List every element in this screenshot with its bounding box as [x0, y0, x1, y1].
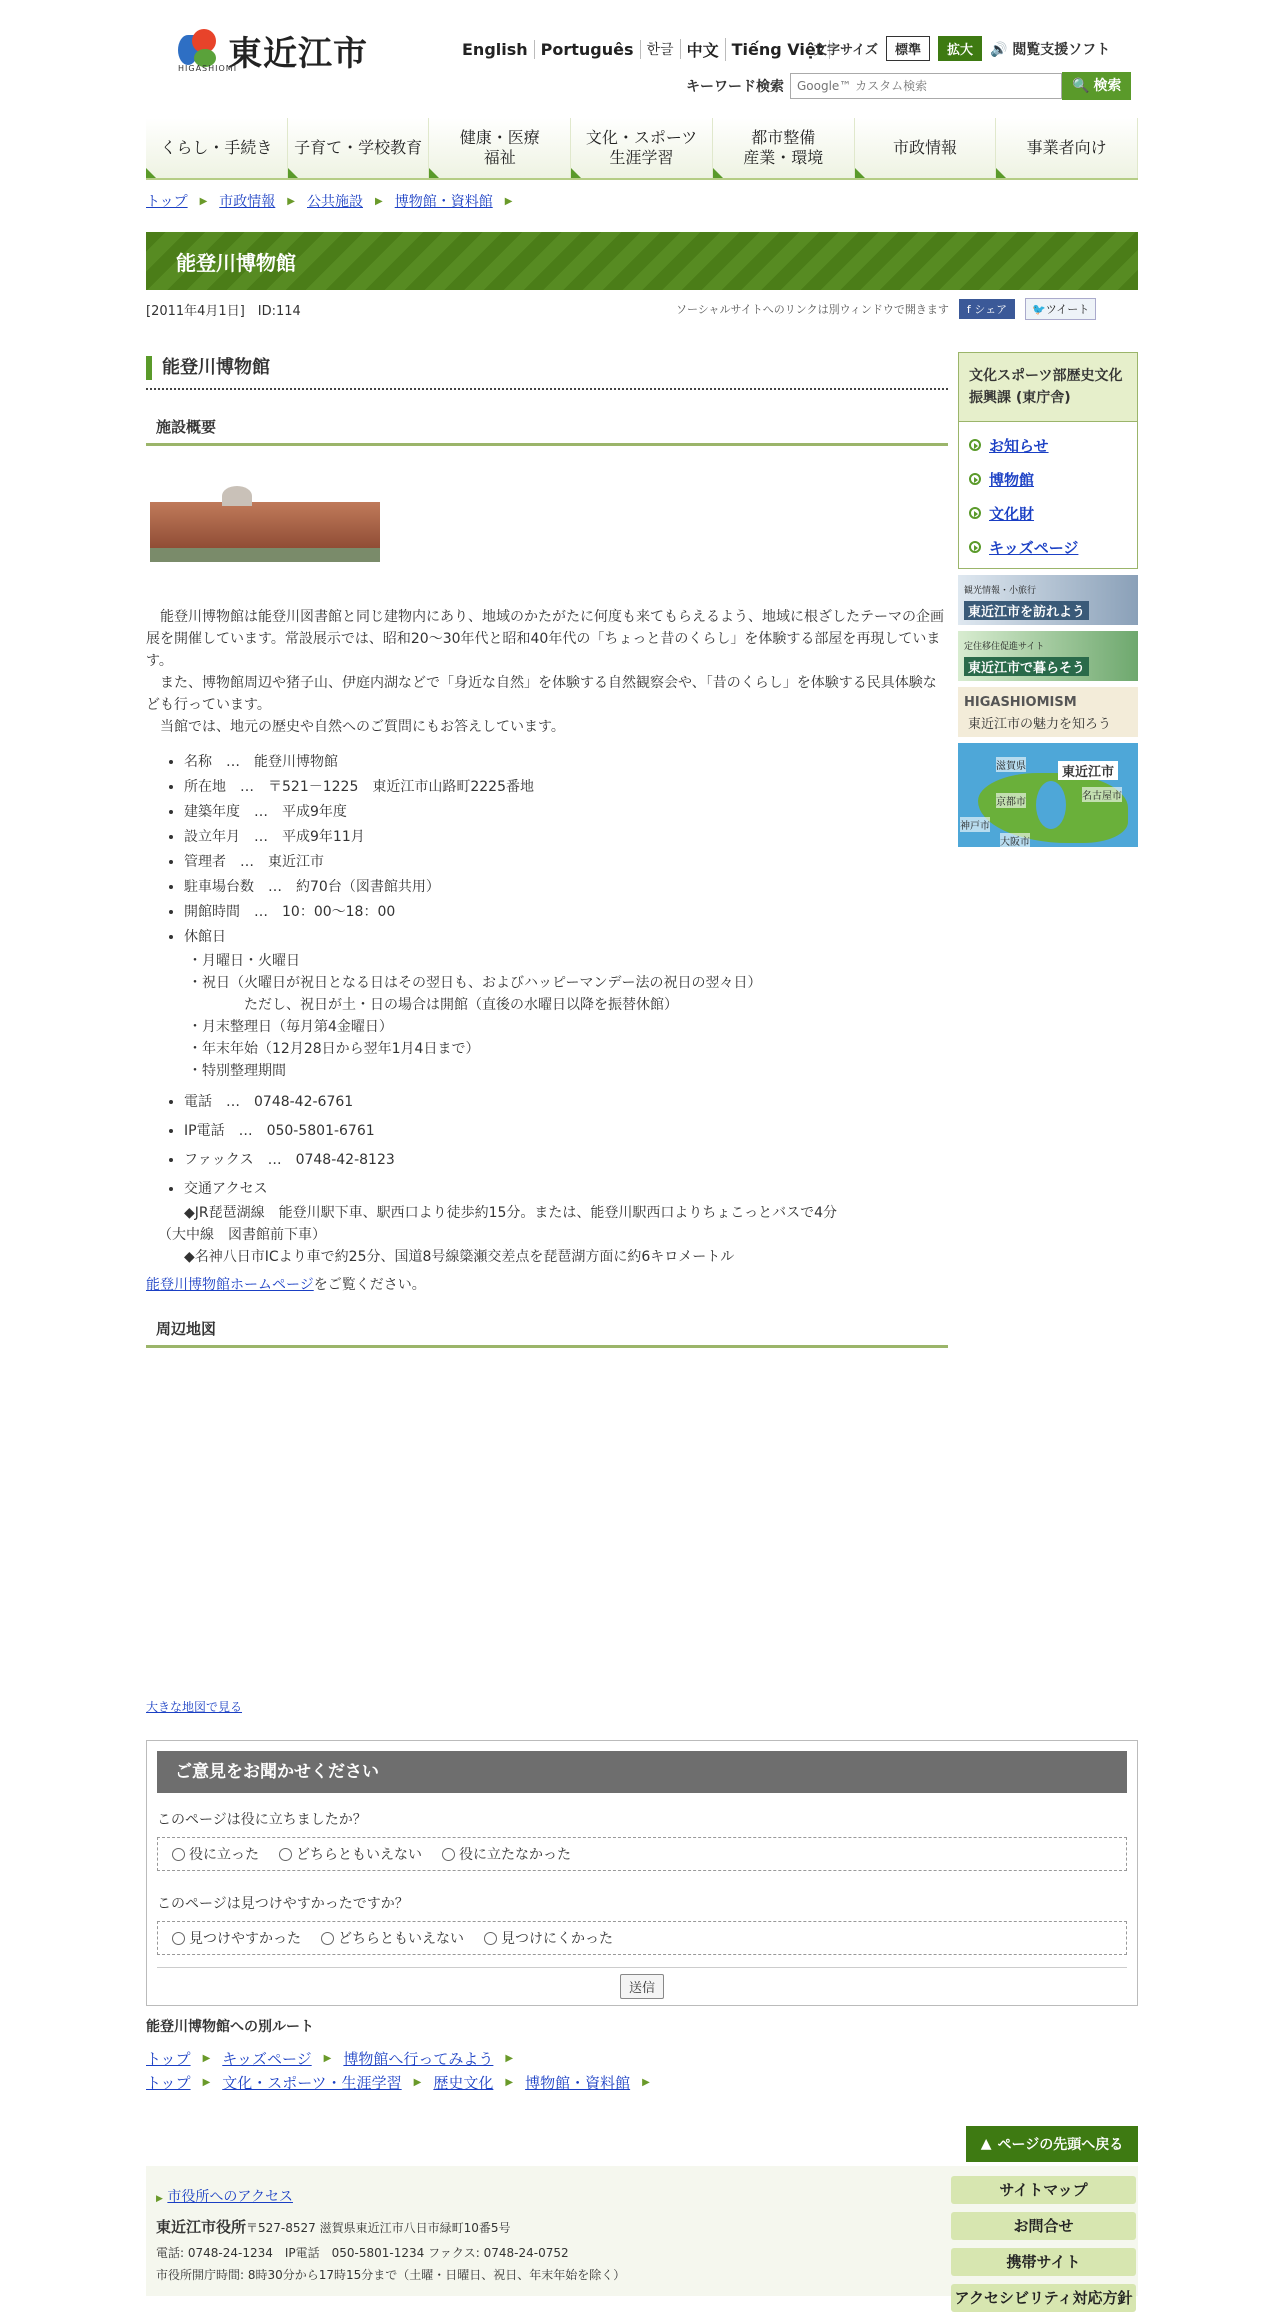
dept-name: 文化スポーツ部歴史文化振興課 (東庁舎) — [959, 353, 1137, 422]
share-label: シェア — [974, 303, 1008, 316]
chevron-right-icon: ▶ — [323, 2053, 332, 2064]
font-size-label: 文字サイズ — [814, 43, 878, 58]
breadcrumb-link[interactable]: 博物館・資料館 — [394, 194, 493, 210]
option-easy[interactable] — [172, 1928, 301, 1948]
search-icon: 🔍 — [1072, 78, 1090, 94]
chevron-right-icon: ▶ — [375, 195, 383, 207]
banner-location-map[interactable] — [958, 743, 1138, 847]
divider — [157, 1967, 1127, 1968]
tweet-button[interactable] — [1025, 298, 1096, 320]
content-heading: 能登川博物館 — [146, 356, 948, 380]
mobile-site-button[interactable]: 携帯サイト — [951, 2248, 1136, 2276]
route-link[interactable]: 博物館へ行ってみよう — [343, 2050, 494, 2068]
page-title: 能登川博物館 — [146, 232, 1138, 290]
nav-label: 子育て・学校教育 — [294, 138, 423, 157]
submit-button[interactable]: 送信 — [620, 1974, 664, 1999]
global-nav — [146, 118, 1138, 180]
homepage-suffix: をご覧ください。 — [313, 1277, 426, 1293]
breadcrumb-link[interactable]: 公共施設 — [307, 194, 363, 210]
nav-urban[interactable] — [713, 118, 855, 178]
route-link[interactable]: キッズページ — [222, 2050, 312, 2068]
route-link[interactable]: 文化・スポーツ・生涯学習 — [222, 2074, 402, 2092]
font-size-standard-button[interactable]: 標準 — [886, 36, 930, 61]
office-name: 東近江市役所 — [156, 2218, 247, 2236]
access-line: （大中線 図書館前下車） — [158, 1227, 326, 1243]
closed-day: ・祝日（火曜日が祝日となる日はその翌日も、およびハッピーマンデー法の祝日の翌々日） — [188, 975, 762, 991]
sidebar-item-news[interactable] — [969, 428, 1127, 462]
dept-links — [959, 422, 1137, 568]
chevron-right-icon: ▶ — [202, 2077, 211, 2088]
route-1 — [146, 2048, 525, 2069]
map-label: 大阪市 — [1000, 833, 1030, 847]
fact-item: • 管理者 … 東近江市 — [184, 850, 948, 875]
closed-days — [184, 950, 948, 1082]
lang-chinese[interactable]: 中文 — [681, 38, 726, 61]
route-link[interactable]: 歴史文化 — [433, 2074, 494, 2092]
feedback-options-2 — [157, 1921, 1127, 1955]
section-heading-overview: 施設概要 — [146, 412, 948, 446]
social-share — [676, 298, 1096, 320]
banner-settlement[interactable] — [958, 631, 1138, 681]
radio-icon[interactable] — [484, 1932, 497, 1945]
access-label: 交通アクセス — [184, 1181, 268, 1197]
breadcrumb — [146, 191, 524, 211]
speaker-icon: 🔊 — [990, 41, 1008, 58]
arrow-up-icon: ▲ — [980, 2136, 992, 2152]
arrow-circle-icon — [969, 507, 981, 519]
office-address: 〒527-8527 滋賀県東近江市八日市緑町10番5号 — [246, 2221, 511, 2235]
fact-item: • 建築年度 … 平成9年度 — [184, 800, 948, 825]
nav-health[interactable] — [429, 118, 571, 178]
fact-item-closed — [184, 925, 948, 1082]
nav-label: 文化・スポーツ 生涯学習 — [585, 128, 698, 167]
museum-photo — [150, 482, 380, 562]
office-name-line — [156, 2216, 511, 2237]
chevron-right-icon: ▶ — [202, 2053, 211, 2064]
chevron-right-icon: ▶ — [287, 195, 295, 207]
option-label: 役に立たなかった — [459, 1847, 571, 1863]
breadcrumb-link[interactable]: トップ — [146, 194, 188, 210]
route-link[interactable]: 博物館・資料館 — [525, 2074, 631, 2092]
feedback-options-1 — [157, 1837, 1127, 1871]
map-label: 京都市 — [996, 793, 1026, 808]
sidebar-item-museum[interactable] — [969, 462, 1127, 496]
facebook-icon: f — [966, 303, 971, 316]
option-label: 見つけにくかった — [501, 1931, 613, 1947]
footer-buttons — [951, 2176, 1136, 2320]
sidebar — [958, 352, 1138, 847]
option-not-useful[interactable] — [442, 1844, 571, 1864]
closed-day: ・月末整理日（毎月第4金曜日） — [188, 1019, 393, 1035]
font-size-large-button[interactable]: 拡大 — [938, 36, 982, 61]
option-label: どちらともいえない — [338, 1931, 464, 1947]
keyword-search — [686, 72, 1131, 100]
accessibility-policy-button[interactable]: アクセシビリティ対応方針 — [951, 2284, 1136, 2312]
chevron-right-icon: ▶ — [199, 195, 208, 207]
lang-vietnamese[interactable]: Tiếng Việt — [726, 40, 831, 59]
sidebar-link[interactable]: お知らせ — [989, 436, 1049, 455]
access-details — [158, 1202, 948, 1268]
nav-living[interactable] — [146, 118, 288, 178]
nav-city-info[interactable] — [855, 118, 997, 178]
option-hard[interactable] — [484, 1928, 613, 1948]
chevron-right-icon: ▶ — [505, 2053, 514, 2064]
feedback-question-2: このページは見つけやすかったですか？ — [157, 1896, 409, 1912]
lang-english[interactable]: English — [456, 40, 535, 59]
closed-day: ・月曜日・火曜日 — [188, 953, 300, 969]
footer-access — [156, 2186, 293, 2206]
sitemap-button[interactable]: サイトマップ — [951, 2176, 1136, 2204]
banner-big: 東近江市を訪れよう — [964, 601, 1089, 620]
nav-label: 都市整備 産業・環境 — [743, 128, 824, 167]
banner-higashiomism[interactable] — [958, 687, 1138, 737]
fact-item: • 名称 … 能登川博物館 — [184, 750, 948, 775]
twitter-icon: 🐦 — [1032, 303, 1046, 316]
route-link[interactable]: トップ — [146, 2074, 191, 2092]
arrow-circle-icon — [969, 473, 981, 485]
chevron-right-icon: ▶ — [156, 2194, 163, 2204]
contact-button[interactable]: お問合せ — [951, 2212, 1136, 2240]
radio-icon[interactable] — [279, 1848, 292, 1861]
fact-item: • 駐車場台数 … 約70台（図書館共用） — [184, 875, 948, 900]
radio-icon[interactable] — [442, 1848, 455, 1861]
chevron-right-icon: ▶ — [504, 195, 513, 207]
banner-tourism[interactable] — [958, 575, 1138, 625]
map-label: 神戸市 — [960, 817, 990, 832]
map-label: 名古屋市 — [1082, 787, 1122, 802]
access-line: ◆JR琵琶湖線 能登川駅下車、駅西口より徒歩約15分。または、能登川駅西口よりちょこっとバスで4分 — [184, 1205, 838, 1221]
office-access-link[interactable]: 市役所へのアクセス — [167, 2189, 293, 2205]
closed-day: ・年末年始（12月28日から翌年1月4日まで） — [188, 1041, 480, 1057]
tweet-label: ツイート — [1045, 303, 1090, 316]
search-button[interactable] — [1062, 72, 1131, 100]
search-input[interactable] — [790, 73, 1062, 99]
intro-text — [146, 606, 948, 738]
office-hours: 市役所開庁時間: 8時30分から17時15分まで（土曜・日曜日、祝日、年末年始を除く） — [156, 2268, 626, 2282]
closed-day: ・特別整理期間 — [188, 1063, 286, 1079]
homepage-line — [146, 1274, 948, 1294]
accessibility-tool-link[interactable] — [990, 39, 1110, 59]
sidebar-item-kids[interactable] — [969, 530, 1127, 564]
enlarge-map-link[interactable]: 大きな地図で見る — [146, 1700, 243, 1714]
footer — [146, 2166, 1138, 2307]
office-tel: 電話: 0748-24-1234 IP電話 050-5801-1234 ファクス: 0748-24-0752 — [156, 2246, 569, 2260]
page-top-button[interactable] — [966, 2126, 1138, 2162]
banner-small: 定住移住促進サイト — [964, 642, 1045, 652]
chevron-right-icon: ▶ — [642, 2077, 650, 2088]
chevron-right-icon: ▶ — [413, 2077, 422, 2088]
social-note: ソーシャルサイトへのリンクは別ウィンドウで開きます — [676, 303, 949, 316]
route-link[interactable]: トップ — [146, 2050, 191, 2068]
fact-item: • 所在地 … 〒521－1225 東近江市山路町2225番地 — [184, 775, 948, 800]
other-routes-title: 能登川博物館への別ルート — [146, 2019, 314, 2035]
divider — [146, 388, 948, 390]
radio-icon[interactable] — [172, 1848, 185, 1861]
language-links — [456, 36, 830, 62]
intro-paragraph: また、博物館周辺や猪子山、伊庭内湖などで「身近な自然」を体験する自然観察会や、「昔のくらし」を体験する民具体験なども行っています。 — [146, 675, 937, 713]
radio-icon[interactable] — [172, 1932, 185, 1945]
fact-fax: • ファックス … 0748-42-8123 — [184, 1148, 948, 1173]
closed-day: ただし、祝日が土・日の場合は開館（直後の水曜日以降を振替休館） — [188, 997, 678, 1013]
font-size-controls — [814, 36, 1110, 61]
fact-item: • 設立年月 … 平成9年11月 — [184, 825, 948, 850]
fact-access — [158, 1177, 948, 1268]
route-2 — [146, 2072, 662, 2093]
map-city-label: 東近江市 — [1058, 761, 1118, 780]
nav-label: 健康・医療 福祉 — [459, 128, 540, 167]
nav-business[interactable] — [996, 118, 1138, 178]
fact-phone: • 電話 … 0748-42-6761 — [184, 1090, 948, 1115]
chevron-right-icon: ▶ — [505, 2077, 514, 2088]
sidebar-link[interactable]: キッズページ — [989, 538, 1079, 557]
banner-big: 東近江市の魅力を知ろう — [968, 717, 1112, 732]
radio-icon[interactable] — [321, 1932, 334, 1945]
option-useful[interactable] — [172, 1844, 259, 1864]
breadcrumb-link[interactable]: 市政情報 — [219, 194, 276, 210]
arrow-circle-icon — [969, 541, 981, 553]
logo-sub: HIGASHIOMI — [178, 64, 238, 73]
nav-label: くらし・手続き — [160, 138, 273, 157]
facebook-share-button[interactable] — [959, 299, 1015, 319]
closed-label: 休館日 — [184, 929, 226, 945]
date-id: [2011年4月1日] ID:114 — [146, 304, 301, 319]
banner-small: 観光情報・小旅行 — [964, 586, 1037, 596]
dept-box — [958, 352, 1138, 569]
arrow-circle-icon — [969, 439, 981, 451]
fact-item: • 開館時間 … 10：00～18：00 — [184, 900, 948, 925]
feedback-question-1: このページは役に立ちましたか？ — [157, 1812, 367, 1828]
logo-text: 東近江市 — [228, 34, 368, 74]
option-neutral[interactable] — [279, 1844, 422, 1864]
lang-portuguese[interactable]: Português — [535, 40, 641, 59]
map-label: 滋賀県 — [996, 757, 1026, 772]
banner-small: HIGASHIOMISM — [964, 695, 1077, 710]
banner-big: 東近江市で暮らそう — [964, 657, 1089, 676]
nav-label: 事業者向け — [1026, 138, 1107, 157]
sidebar-link[interactable]: 文化財 — [989, 504, 1035, 523]
sidebar-item-cultural-assets[interactable] — [969, 496, 1127, 530]
access-line: ◆名神八日市ICより車で約25分、国道8号線簗瀬交差点を琵琶湖方面に約6キロメートル — [184, 1249, 735, 1265]
nav-childcare[interactable] — [288, 118, 430, 178]
option-neutral[interactable] — [321, 1928, 464, 1948]
intro-paragraph: 能登川博物館は能登川図書館と同じ建物内にあり、地域のかたがたに何度も来てもらえるよう、地域に根ざしたテーマの企画展を開催しています。常設展示では、昭和20～30年代と昭和40年代の「ちょっと昔のくらし」を体験する部屋を再現しています。 — [146, 609, 944, 669]
feedback-title: ご意見をお聞かせください — [157, 1751, 1127, 1793]
page-top-label: ページの先頭へ戻る — [997, 2137, 1124, 2153]
keyword-search-label: キーワード検索 — [686, 79, 784, 95]
section-heading-map: 周辺地図 — [146, 1314, 948, 1348]
intro-paragraph: 当館では、地元の歴史や自然へのご質問にもお答えしています。 — [160, 719, 565, 735]
main-content — [146, 356, 948, 1715]
option-label: どちらともいえない — [296, 1847, 422, 1863]
lang-korean[interactable]: 한글 — [641, 39, 681, 59]
option-label: 役に立った — [189, 1847, 259, 1863]
sidebar-link[interactable]: 博物館 — [989, 470, 1035, 489]
search-button-label: 検索 — [1093, 78, 1122, 94]
map-area[interactable] — [146, 1348, 948, 1698]
map-lake — [1036, 781, 1066, 829]
nav-label: 市政情報 — [892, 138, 957, 157]
facility-facts — [146, 750, 948, 1268]
museum-homepage-link[interactable]: 能登川博物館ホームページ — [146, 1277, 314, 1293]
option-label: 見つけやすかった — [189, 1931, 301, 1947]
nav-culture[interactable] — [571, 118, 713, 178]
feedback-form — [146, 1740, 1138, 2006]
fact-ip-phone: • IP電話 … 050-5801-6761 — [184, 1119, 948, 1144]
accessibility-tool-label: 閲覧支援ソフト — [1012, 41, 1111, 58]
